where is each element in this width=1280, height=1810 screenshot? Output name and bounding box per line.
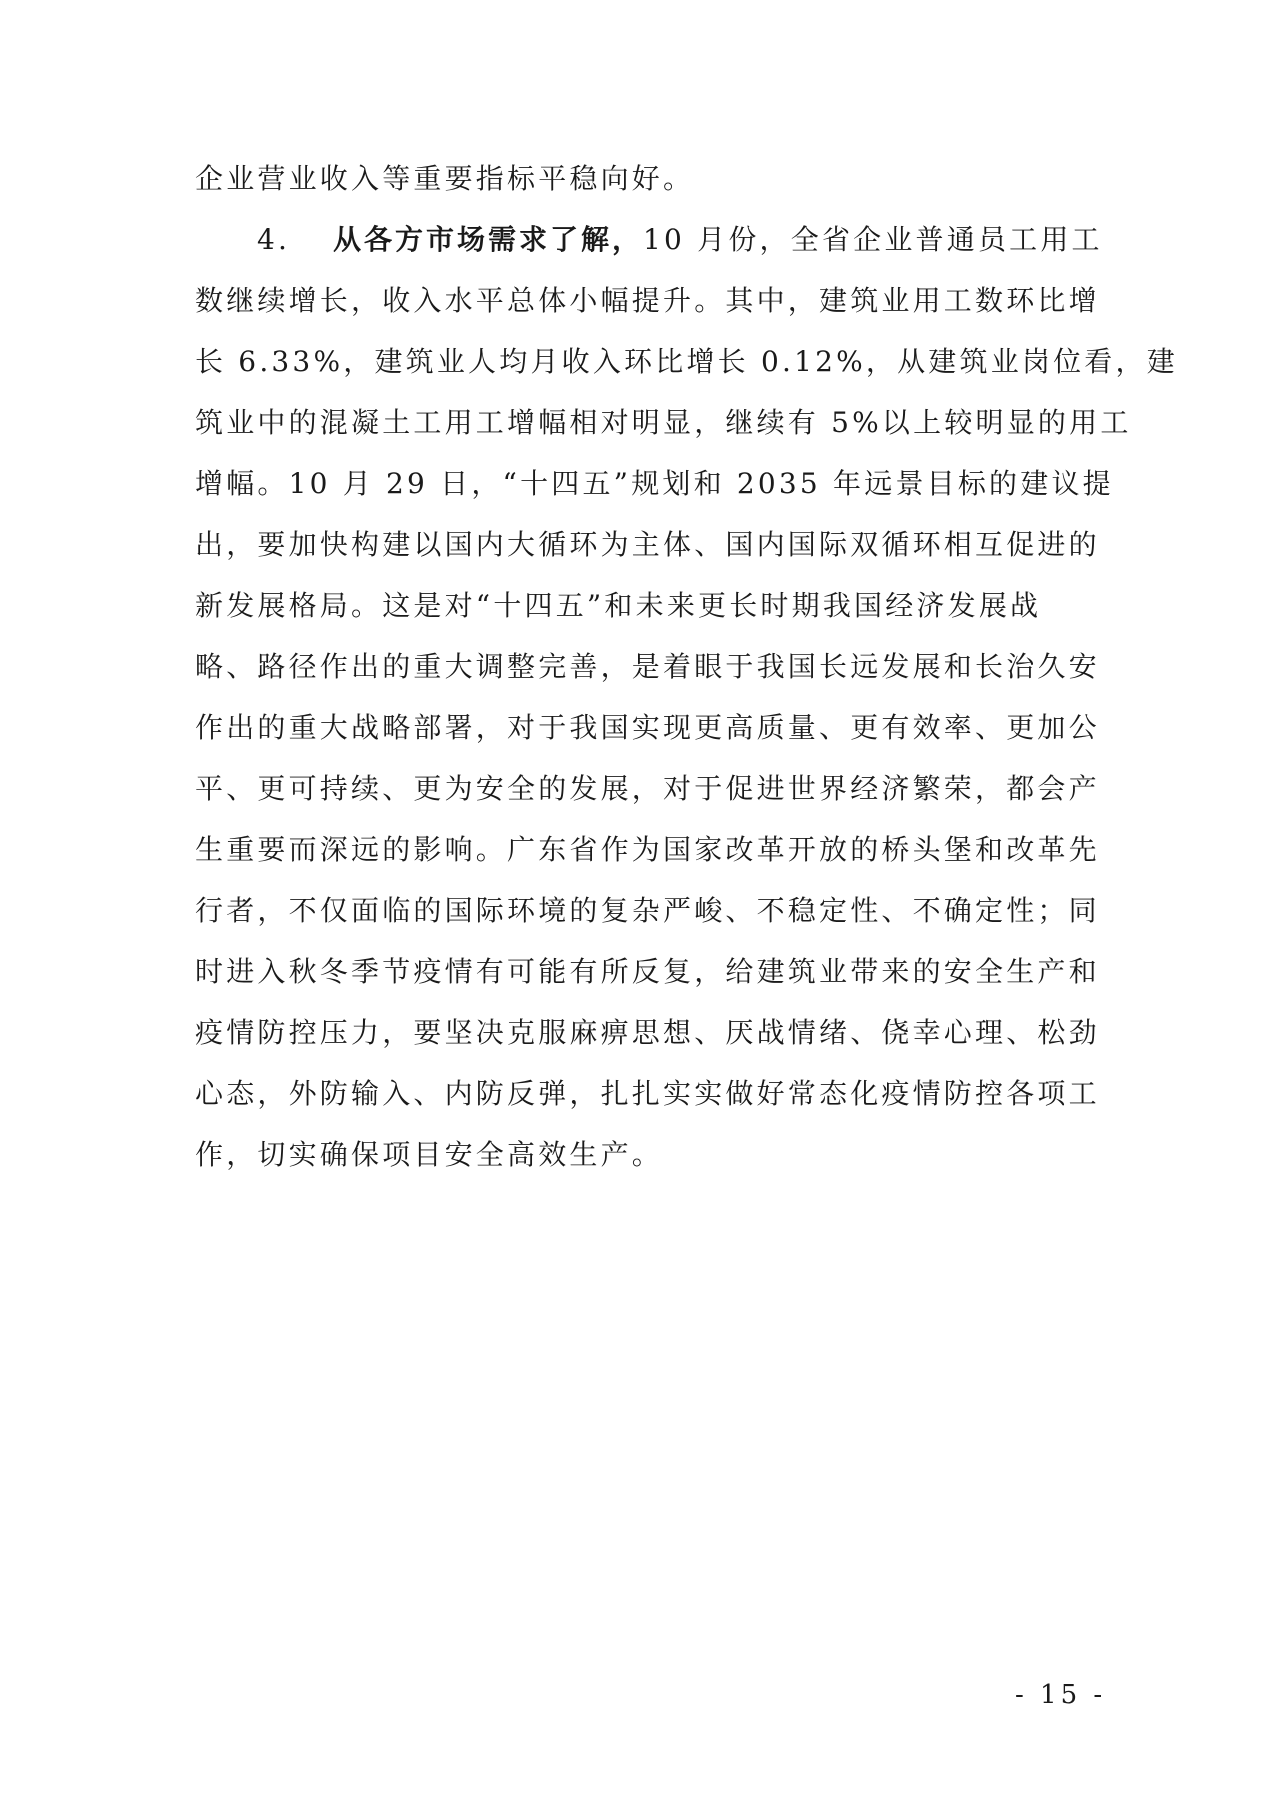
text-line: 筑业中的混凝土工用工增幅相对明显，继续有 5%以上较明显的用工: [195, 406, 1132, 439]
text-line: 长 6.33%，建筑业人均月收入环比增长 0.12%，从建筑业岗位看，建: [195, 345, 1178, 378]
text-line: 生重要而深远的影响。广东省作为国家改革开放的桥头堡和改革先: [195, 833, 1100, 866]
page-number: - 15 -: [1015, 1680, 1107, 1710]
text-line: 出，要加快构建以国内大循环为主体、国内国际双循环相互促进的: [195, 528, 1100, 561]
text-line: 数继续增长，收入水平总体小幅提升。其中，建筑业用工数环比增: [195, 284, 1100, 317]
list-item-4-line: [195, 209, 1103, 270]
text-line: 作，切实确保项目安全高效生产。: [195, 1138, 664, 1171]
document-body: [195, 148, 1178, 1185]
list-item-number: 4.: [257, 223, 291, 256]
text-line: 时进入秋冬季节疫情有可能有所反复，给建筑业带来的安全生产和: [195, 955, 1100, 988]
text-line: 平、更可持续、更为安全的发展，对于促进世界经济繁荣，都会产: [195, 772, 1100, 805]
list-item-text: 10 月份，全省企业普通员工用工: [643, 223, 1103, 256]
text-line: 行者，不仅面临的国际环境的复杂严峻、不稳定性、不确定性；同: [195, 894, 1100, 927]
text-line: 增幅。10 月 29 日，“十四五”规划和 2035 年远景目标的建议提: [195, 467, 1114, 500]
text-line: 疫情防控压力，要坚决克服麻痹思想、厌战情绪、侥幸心理、松劲: [195, 1016, 1100, 1049]
text-line: 心态，外防输入、内防反弹，扎扎实实做好常态化疫情防控各项工: [195, 1077, 1100, 1110]
text-line: 企业营业收入等重要指标平稳向好。: [195, 162, 695, 195]
text-line: 作出的重大战略部署，对于我国实现更高质量、更有效率、更加公: [195, 711, 1100, 744]
list-item-heading: 从各方市场需求了解，: [333, 223, 644, 256]
text-line: 略、路径作出的重大调整完善，是着眼于我国长远发展和长治久安: [195, 650, 1100, 683]
text-line: 新发展格局。这是对“十四五”和未来更长时期我国经济发展战: [195, 589, 1042, 622]
